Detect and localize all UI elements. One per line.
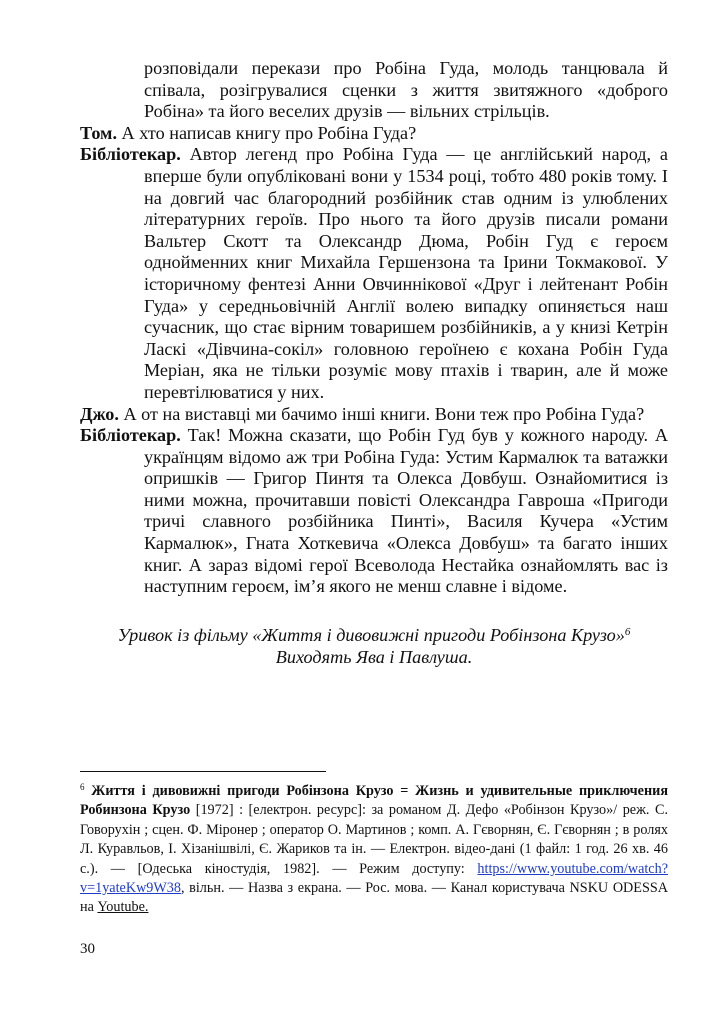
dialogue-line — [80, 404, 668, 426]
stage-direction: Виходять Ява і Павлуша. — [275, 646, 473, 667]
speaker-name: Джо. — [80, 403, 119, 424]
footnote-title: Життя і дивовижні пригоди Робінзона Крузо = Жизнь и удивительные приключения Робинзона Крузо — [80, 783, 668, 819]
footnote-mark: 6 — [80, 782, 85, 792]
dialogue-text: А от на виставці ми бачимо інші книги. Вони теж про Робіна Гуда? — [123, 403, 645, 424]
youtube-channel-link[interactable]: Youtube. — [97, 899, 149, 916]
scene-title — [80, 624, 668, 646]
speaker-name: Том. — [80, 122, 117, 143]
dialogue-line — [80, 144, 668, 403]
dialogue-line — [80, 123, 668, 145]
footnote-reference[interactable]: 6 — [624, 625, 631, 638]
document-body — [80, 58, 668, 668]
dialogue-text: Автор легенд про Робіна Гуда — це англійський народ, а вперше були опубліковані вони у 1534 році, тобто 480 років тому. І на довгий час благородний розбійник став одним із улюблених літературних героїв. Про нього та його друзів писали романи Вальтер Скотт та Олександр Дюма, Робін Гуд є героєм однойменних книг Михайла Гершензона та Ірини Токмакової. У історичному фентезі Анни Овчиннікової «Друг і лейтенант Робін Гуда» у середньовічній Англії волею випадку опиняється наш сучасник, що стає вірним товаришем розбійників, а у книзі Кетрін Ласкі «Дівчина-сокіл» головною героїнею є кохана Робін Гуда Меріан, яка не тільки розуміє мову птахів і тварин, але й може перевтілюватися у них. — [144, 144, 669, 402]
dialogue-line — [80, 425, 668, 598]
page-number: 30 — [80, 941, 95, 957]
youtube-link[interactable]: https://www.youtube.com/watch?v=1yateKw9W38 — [80, 860, 668, 897]
footnote-body: [1972] : [електрон. ресурс]: за романом Д. Дефо «Робінзон Крузо»/ реж. С. Говорухін ; сцен. Ф. Міронер ; оператор О. Мартинов ; комп. А. Гєворнян, Є. Гєворнян ; в ролях Л. Куравльов, І. Хізанішвілі, Є. Жариков та ін. — Електрон. відео-дані (1 файл: 1 год. 26 хв. 46 с.). — [Одеська кіностудія, 1982]. — Режим доступу: — [80, 802, 668, 877]
scene-heading — [80, 624, 668, 668]
scene-title-text: Уривок із фільму «Життя і дивовижні пригоди Робінзона Крузо» — [117, 624, 625, 645]
footnote-after-link: , вільн. — Назва з екрана. — Рос. мова. — Канал користувача NSKU ODESSA на — [80, 880, 668, 916]
speaker-name: Бібліотекар. — [80, 425, 181, 446]
footnote — [80, 782, 668, 918]
speaker-name: Бібліотекар. — [80, 144, 181, 165]
dialogue-text: Так! Можна сказати, що Робін Гуд був у кожного народу. А українцям відомо аж три Робіна Гуда: Устим Кармалюк та ватажки опришків — Григор Пинтя та Олекса Довбуш. Ознайомитися із ними можна, прочитавши повісті Олександра Гавроша «Пригоди тричі славного розбійника Пинті», Василя Кучера «Устим Кармалюк», Гната Хоткевича «Олекса Довбуш» та багато інших книг. А зараз відомі герої Всеволода Нестайка ознайомлять вас із наступним героєм, ім’я якого не менш славне і відоме. — [144, 425, 669, 597]
opening-paragraph: розповідали перекази про Робіна Гуда, молодь танцювала й співала, розігрувалися сценки з життя звитяжного «доброго Робіна» та його веселих друзів — вільних стрільців. — [144, 58, 668, 122]
footnote-divider — [80, 771, 326, 772]
dialogue-text: А хто написав книгу про Робіна Гуда? — [121, 122, 417, 143]
